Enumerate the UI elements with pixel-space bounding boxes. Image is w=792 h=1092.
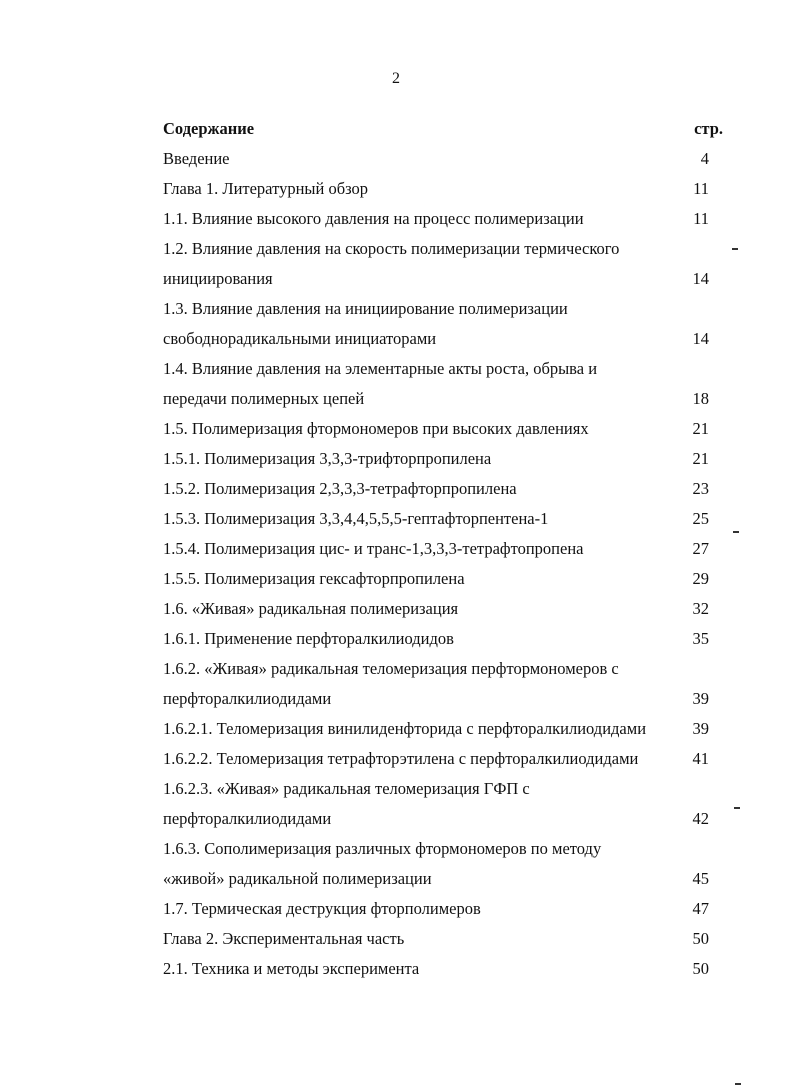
- toc-entry: [163, 624, 723, 654]
- toc-entry: [163, 294, 723, 354]
- scan-mark: [732, 248, 738, 250]
- toc-entry-page: 29: [692, 569, 709, 588]
- toc-entry-title: 1.6.2. «Живая» радикальная теломеризация перфтормономеров с перфторалкилиодидами: [163, 659, 619, 708]
- toc-entry-page: 35: [692, 629, 709, 648]
- toc-entry-page: 25: [692, 509, 709, 528]
- toc-entry-title: 1.6.1. Применение перфторалкилиодидов: [163, 629, 454, 648]
- toc-entry-title: 1.5.1. Полимеризация 3,3,3-трифторпропилена: [163, 449, 492, 468]
- toc-entry-page: 14: [692, 269, 709, 288]
- toc-entry: [163, 744, 723, 774]
- toc-entry-page: 21: [692, 449, 709, 468]
- toc-entry: [163, 444, 723, 474]
- toc-header: [163, 114, 723, 144]
- toc-entry-page: 50: [692, 929, 709, 948]
- scan-mark: [735, 1083, 741, 1085]
- toc-entry: [163, 564, 723, 594]
- toc-entry-page: 14: [692, 329, 709, 348]
- toc-entry-title: 1.5.2. Полимеризация 2,3,3,3-тетрафторпропилена: [163, 479, 517, 498]
- toc-entry-title: 1.6. «Живая» радикальная полимеризация: [163, 599, 459, 618]
- toc-entry: [163, 474, 723, 504]
- toc-entry-title: 1.5.4. Полимеризация цис- и транс-1,3,3,3-тетрафтопропена: [163, 539, 584, 558]
- scan-mark: [734, 807, 740, 809]
- toc-entry: [163, 654, 723, 714]
- toc-entry-page: 23: [692, 479, 709, 498]
- toc-entry-title: 1.4. Влияние давления на элементарные акты роста, обрыва и передачи полимерных цепей: [163, 359, 598, 408]
- toc-entry-page: 27: [692, 539, 709, 558]
- toc-entry: [163, 834, 723, 894]
- toc-entry-title: 1.5. Полимеризация фтормономеров при высоких давлениях: [163, 419, 589, 438]
- toc-entry-page: 39: [692, 719, 709, 738]
- toc-entry-page: 18: [692, 389, 709, 408]
- toc-title: Содержание: [163, 119, 255, 138]
- toc-entry-title: 1.6.2.2. Теломеризация тетрафторэтилена с перфторалкилиодидами: [163, 749, 639, 768]
- toc-entry-title: 1.2. Влияние давления на скорость полимеризации термического инициирования: [163, 239, 620, 288]
- toc-entry: [163, 204, 723, 234]
- toc-entry: [163, 174, 723, 204]
- toc-entry-page: 45: [692, 869, 709, 888]
- scan-mark: [733, 531, 739, 533]
- toc-entry-title: Глава 2. Экспериментальная часть: [163, 929, 405, 948]
- toc-entry-title: 1.1. Влияние высокого давления на процесс полимеризации: [163, 209, 584, 228]
- page-number: 2: [392, 70, 400, 87]
- toc-entry-title: 1.5.3. Полимеризация 3,3,4,4,5,5,5-гептафторпентена-1: [163, 509, 549, 528]
- toc-entry: [163, 774, 723, 834]
- toc-entry-title: 1.6.2.3. «Живая» радикальная теломеризация ГФП с перфторалкилиодидами: [163, 779, 530, 828]
- toc-entry: [163, 504, 723, 534]
- toc-entry: [163, 714, 723, 744]
- toc-entry: [163, 414, 723, 444]
- toc-entry-page: 21: [692, 419, 709, 438]
- toc-entry-page: 39: [692, 689, 709, 708]
- toc-entry-title: 1.3. Влияние давления на инициирование полимеризации свободнорадикальными инициаторами: [163, 299, 568, 348]
- toc-entry: [163, 594, 723, 624]
- toc-entry-page: 11: [693, 179, 709, 198]
- table-of-contents: [163, 114, 723, 984]
- toc-entry: [163, 924, 723, 954]
- toc-entry-title: 1.7. Термическая деструкция фторполимеров: [163, 899, 481, 918]
- toc-entry-page: 32: [692, 599, 709, 618]
- toc-entry: [163, 234, 723, 294]
- toc-entry-page: 50: [692, 959, 709, 978]
- toc-entry-page: 11: [693, 209, 709, 228]
- toc-entry-title: 2.1. Техника и методы эксперимента: [163, 959, 420, 978]
- toc-entry: [163, 354, 723, 414]
- toc-entry: [163, 144, 723, 174]
- toc-entry-title: Введение: [163, 149, 230, 168]
- toc-entry: [163, 534, 723, 564]
- toc-entry-title: Глава 1. Литературный обзор: [163, 179, 369, 198]
- toc-entry-title: 1.6.2.1. Теломеризация винилиденфторида с перфторалкилиодидами: [163, 719, 647, 738]
- toc-entry-title: 1.6.3. Сополимеризация различных фтормономеров по методу «живой» радикальной полимеризации: [163, 839, 602, 888]
- toc-entry-page: 47: [692, 899, 709, 918]
- toc-entry-page: 41: [692, 749, 709, 768]
- toc-page-label: стр.: [694, 119, 723, 138]
- toc-entry-title: 1.5.5. Полимеризация гексафторпропилена: [163, 569, 465, 588]
- toc-entry: [163, 894, 723, 924]
- toc-entry-page: 42: [692, 809, 709, 828]
- toc-entry-page: 4: [700, 149, 709, 168]
- toc-entry: [163, 954, 723, 984]
